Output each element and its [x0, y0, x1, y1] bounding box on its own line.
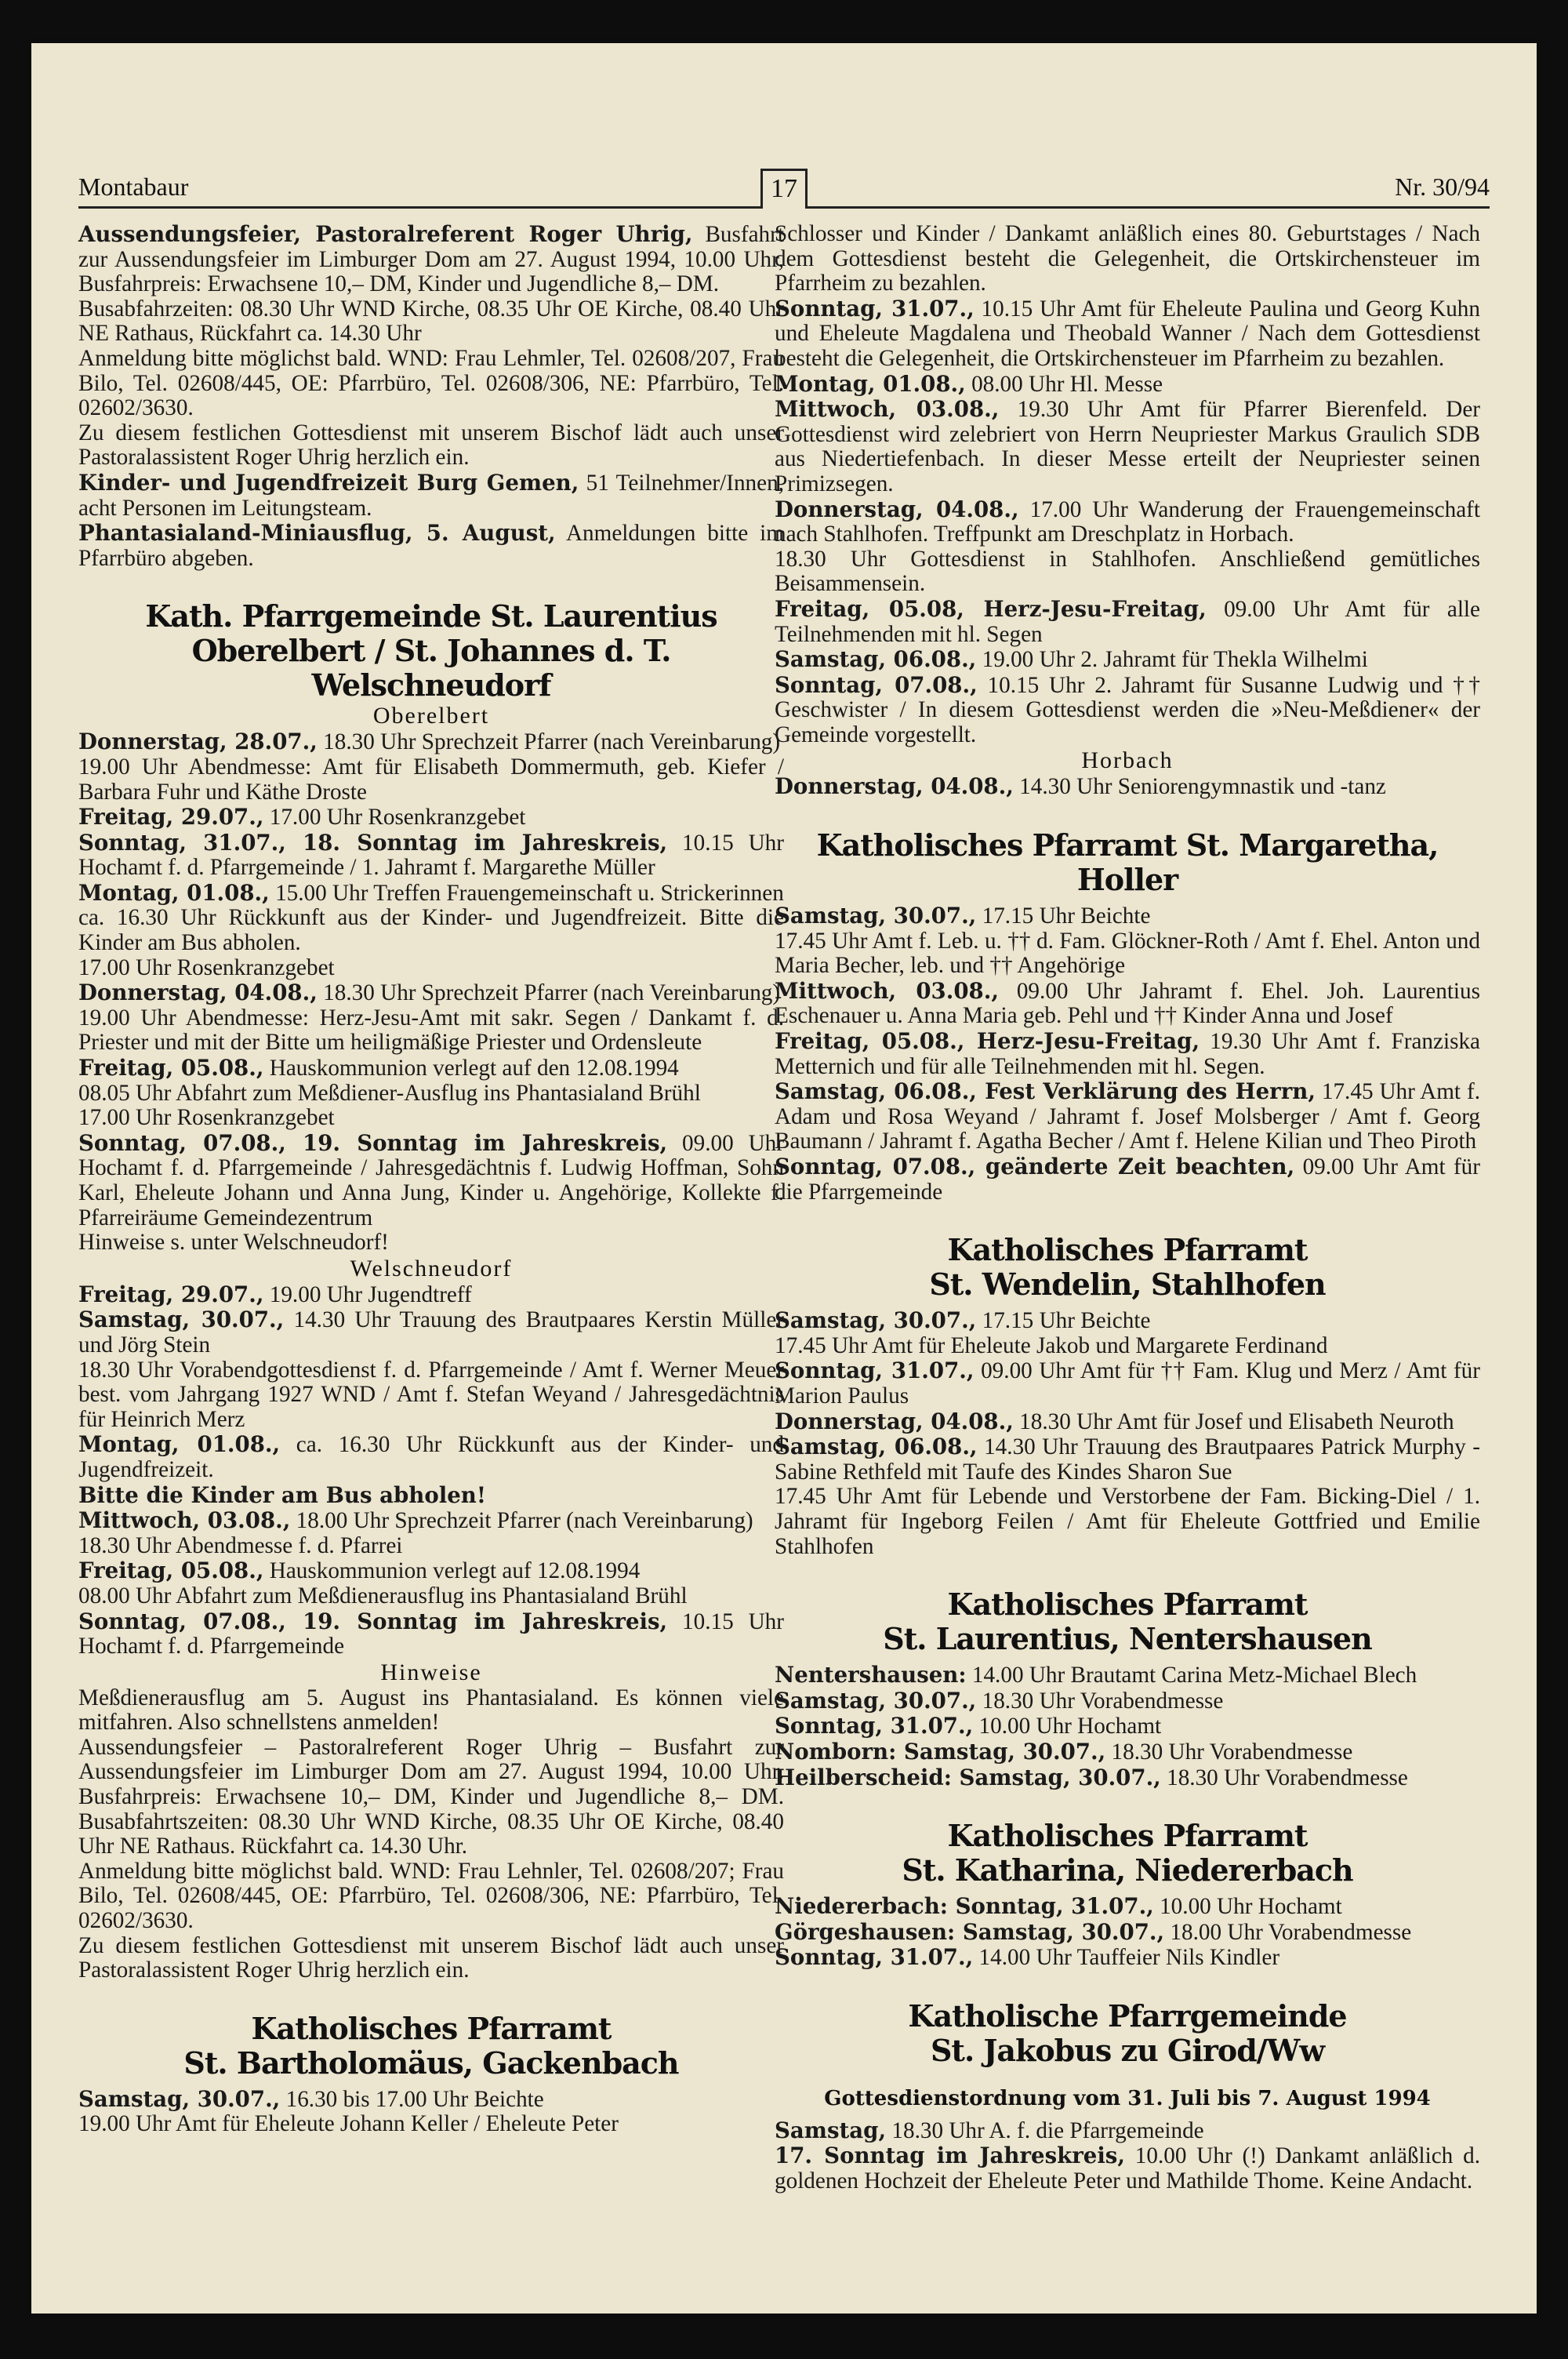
entry-paragraph	[775, 979, 1480, 1029]
entry-paragraph	[78, 1106, 784, 1131]
entry-text: Busabfahrzeiten: 08.30 Uhr WND Kirche, 08.35 Uhr OE Kirche, 08.40 Uhr NE Rathaus, Rückfahrt ca. 14.30 Uhr	[78, 296, 784, 347]
entry-paragraph	[775, 929, 1480, 979]
entry-text: 10.00 Uhr Hochamt	[973, 1714, 1162, 1739]
entry-paragraph	[78, 1508, 784, 1534]
wendelin-section	[775, 1308, 1480, 1559]
entry-bold-text: Montag, 01.08.,	[78, 879, 270, 906]
entry-paragraph	[775, 1663, 1480, 1688]
entry-bold-text: Donnerstag, 04.08.,	[775, 1408, 1014, 1434]
entry-text: 18.30 Uhr Abendmesse f. d. Pfarrei	[78, 1532, 403, 1558]
entry-text: 10.15 Uhr Amt für Eheleute Paulina und Georg Kuhn und Eheleute Magdalena und Theobald Wanner / Nach dem Gottesdienst besteht die Gelegenheit, die Ortskirchensteuer im Pfarrheim zu bezahlen.	[775, 296, 1480, 371]
entry-bold-text: Samstag, 06.08., Fest Verklärung des Herrn,	[775, 1078, 1316, 1105]
entry-text: 18.30 Uhr Gottesdienst in Stahlhofen. Anschließend gemütliches Beisammensein.	[775, 546, 1480, 597]
entry-text: 18.30 Uhr A. f. die Pfarrgemeinde	[886, 2117, 1204, 2143]
entry-text: 16.30 bis 17.00 Uhr Beichte	[280, 2086, 544, 2112]
entry-text: 10.00 Uhr Hochamt	[1153, 1894, 1342, 1920]
entry-bold-text: Sonntag, 31.07.,	[775, 1358, 975, 1384]
entry-bold-text: Montag, 01.08.,	[78, 1431, 281, 1458]
entry-paragraph	[775, 397, 1480, 496]
entry-text: 18.30 Uhr Amt für Josef und Elisabeth Neuroth	[1013, 1408, 1454, 1434]
entry-paragraph	[775, 673, 1480, 748]
entry-text: Hauskommunion verlegt auf 12.08.1994	[263, 1558, 641, 1584]
entry-text: 17.00 Uhr Rosenkranzgebet	[78, 954, 335, 980]
entry-text: Hauskommunion verlegt auf den 12.08.1994	[263, 1056, 679, 1081]
left-column	[78, 222, 784, 2137]
entry-paragraph	[78, 980, 784, 1006]
entry-bold-text: Samstag, 30.07.,	[775, 1687, 977, 1714]
entry-text: Anmeldung bitte möglichst bald. WND: Frau Lehmler, Tel. 02608/207, Frau Bilo, Tel. 02608/445, OE: Pfarrbüro, Tel. 02608/306, NE: Pfarrbüro, Tel. 02602/3630.	[78, 345, 784, 421]
entry-text: 08.00 Uhr Abfahrt zum Meßdienerausflug ins Phantasialand Brühl	[78, 1583, 688, 1608]
entry-text: 19.00 Uhr Abendmesse: Herz-Jesu-Amt mit sakr. Segen / Dankamt f. d. Priester und mit der Bitte um heiligmäßige Priester und Ordensleute	[78, 1005, 784, 1056]
section-heading-line: St. Bartholomäus, Gackenbach	[183, 2045, 679, 2081]
section-heading-line: St. Laurentius, Nentershausen	[883, 1621, 1372, 1657]
entry-paragraph	[775, 222, 1480, 296]
intro-section	[78, 222, 784, 571]
hinweise-title: Hinweise	[380, 1659, 482, 1685]
entry-paragraph	[78, 1056, 784, 1081]
entry-text: Zu diesem festlichen Gottesdienst mit unserem Bischof lädt auch unser Pastoralassistent Roger Uhrig herzlich ein.	[78, 420, 784, 471]
entry-text: 15.00 Uhr Treffen Frauengemeinschaft u. Strickerinnen	[269, 880, 784, 906]
jakobus-subtitle: Gottesdienstordnung vom 31. Juli bis 7. August 1994	[824, 2086, 1431, 2110]
katharina-heading	[775, 1819, 1480, 1888]
entry-paragraph	[78, 1081, 784, 1107]
entry-paragraph	[78, 1358, 784, 1433]
entry-text: 09.00 Uhr Amt für die Pfarrgemeinde	[775, 1154, 1480, 1205]
entry-text: 18.30 Uhr Sprechzeit Pfarrer (nach Vereinbarung)	[317, 729, 781, 755]
entry-bold-text: Samstag, 06.08.,	[775, 646, 977, 673]
entry-paragraph	[775, 1434, 1480, 1485]
entry-paragraph	[775, 2118, 1480, 2144]
welschneudorf-section	[78, 1282, 784, 1659]
entry-text: 14.00 Uhr Tauffeier Nils Kindler	[973, 1945, 1280, 1971]
section-heading-line: Katholisches Pfarramt	[947, 1232, 1308, 1268]
header-page-number: 17	[760, 169, 808, 209]
entry-paragraph	[775, 1945, 1480, 1971]
entry-text: 14.30 Uhr Trauung des Brautpaares Patrick Murphy - Sabine Rethfeld mit Taufe des Kindes Sharon Sue	[775, 1434, 1480, 1485]
entry-paragraph	[78, 297, 784, 347]
entry-bold-text: Donnerstag, 04.08.,	[775, 773, 1014, 800]
entry-text: 19.00 Uhr 2. Jahramt für Thekla Wilhelmi	[976, 647, 1368, 673]
entry-paragraph	[78, 1131, 784, 1230]
section-heading-line: Oberelbert / St. Johannes d. T. Welschneudorf	[191, 633, 671, 703]
entry-text: ca. 16.30 Uhr Rückkunft aus der Kinder- und Jugendfreizeit. Bitte die Kinder am Bus abholen.	[78, 905, 784, 956]
entry-text: Schlosser und Kinder / Dankamt anläßlich eines 80. Geburtstages / Nach dem Gottesdienst besteht die Gelegenheit, die Ortskirchensteuer im Pfarrheim zu bezahlen.	[775, 221, 1480, 296]
entry-text: 18.30 Uhr Vorabendmesse	[1160, 1765, 1408, 1790]
entry-bold-text: Samstag, 30.07.,	[775, 903, 977, 929]
entry-bold-text: Bitte die Kinder am Bus abholen!	[78, 1481, 486, 1508]
margaretha-heading	[775, 828, 1480, 897]
entry-paragraph	[78, 471, 784, 521]
entry-paragraph	[775, 547, 1480, 597]
entry-bold-text: Donnerstag, 04.08.,	[78, 980, 318, 1006]
katharina-section	[775, 1894, 1480, 1971]
entry-bold-text: Samstag, 30.07.,	[78, 1307, 285, 1333]
entry-text: ca. 16.30 Uhr Rückkunft aus der Kinder- und Jugendfreizeit.	[78, 1432, 784, 1482]
entry-bold-text: Niedererbach: Sonntag, 31.07.,	[775, 1893, 1154, 1920]
entry-text: 18.30 Uhr Sprechzeit Pfarrer (nach Vereinbarung)	[317, 980, 781, 1006]
entry-bold-text: Sonntag, 31.07.,	[775, 295, 975, 322]
entry-bold-text: Samstag, 30.07.,	[78, 2085, 281, 2112]
entry-text: 10.00 Uhr (!) Dankamt anläßlich d. goldenen Hochzeit der Eheleute Peter und Mathilde Thome. Keine Andacht.	[775, 2143, 1480, 2194]
entry-text: Aussendungsfeier – Pastoralreferent Roger Uhrig – Busfahrt zur Aussendungsfeier im Limburger Dom am 27. August 1994, 10.00 Uhr. Busfahrpreis: Erwachsene 10,– DM, Kinder und Jugendliche 8,– DM. Busabfahrtszeiten: 08.30 Uhr WND Kirche, 08.35 Uhr OE Kirche, 08.40 Uhr NE Rathaus. Rückfahrt ca. 14.30 Uhr.	[78, 1734, 784, 1859]
jakobus-heading	[775, 1999, 1480, 2068]
entry-paragraph	[78, 2087, 784, 2113]
entry-bold-text: Heilberscheid: Samstag, 30.07.,	[775, 1764, 1161, 1790]
entry-bold-text: Freitag, 29.07.,	[78, 804, 264, 831]
entry-text: 14.30 Uhr Seniorengymnastik und -tanz	[1013, 774, 1386, 800]
laurentius-heading	[78, 599, 784, 703]
right-column	[775, 222, 1480, 2194]
jakobus-section	[775, 2118, 1480, 2194]
entry-paragraph	[775, 1485, 1480, 1559]
entry-bold-text: Freitag, 29.07.,	[78, 1281, 264, 1307]
entry-paragraph	[78, 1686, 784, 1736]
entry-text: 10.15 Uhr 2. Jahramt für Susanne Ludwig und †† Geschwister / In diesem Gottesdienst werden die »Neu-Meßdiener« der Gemeinde vorgestellt.	[775, 672, 1480, 747]
entry-bold-text: Mittwoch, 03.08.,	[78, 1507, 291, 1534]
nentershausen-heading	[775, 1587, 1480, 1656]
entry-paragraph	[775, 296, 1480, 372]
entry-bold-text: Samstag,	[775, 2117, 887, 2143]
entry-paragraph	[775, 1739, 1480, 1765]
entry-text: 10.15 Uhr Hochamt f. d. Pfarrgemeinde	[78, 1608, 784, 1659]
entry-bold-text: Sonntag, 07.08., geänderte Zeit beachten,	[775, 1154, 1295, 1180]
entry-paragraph	[78, 956, 784, 981]
header-town: Montabaur	[78, 173, 189, 201]
horbach-section	[775, 774, 1480, 800]
section-heading-line: Katholisches Pfarramt	[251, 2010, 612, 2046]
entry-paragraph	[775, 647, 1480, 673]
welschneudorf-title: Welschneudorf	[350, 1255, 513, 1281]
entry-bold-text: 17. Sonntag im Jahreskreis,	[775, 2143, 1125, 2169]
entry-bold-text: Sonntag, 07.08., 19. Sonntag im Jahreskreis,	[78, 1608, 668, 1634]
entry-text: 17.00 Uhr Wanderung der Frauengemeinschaft nach Stahlhofen. Treffpunkt am Dreschplatz in Horbach.	[775, 496, 1480, 547]
entry-paragraph	[78, 1230, 784, 1256]
entry-bold-text: Görgeshausen: Samstag, 30.07.,	[775, 1918, 1165, 1945]
newspaper-page	[31, 43, 1537, 2314]
entry-paragraph	[78, 1282, 784, 1308]
entry-paragraph	[775, 1079, 1480, 1154]
entry-bold-text: Samstag, 06.08.,	[775, 1434, 978, 1460]
entry-paragraph	[78, 521, 784, 571]
entry-paragraph	[775, 1894, 1480, 1920]
entry-text: 14.30 Uhr Trauung des Brautpaares Kerstin Müller und Jörg Stein	[78, 1307, 784, 1358]
entry-bold-text: Donnerstag, 28.07.,	[78, 729, 318, 755]
entry-paragraph	[78, 1006, 784, 1056]
entry-paragraph	[775, 774, 1480, 800]
entry-paragraph	[78, 1736, 784, 1859]
entry-paragraph	[78, 1307, 784, 1358]
entry-bold-text: Kinder- und Jugendfreizeit Burg Gemen,	[78, 469, 579, 496]
entry-paragraph	[78, 805, 784, 831]
entry-bold-text: Freitag, 05.08.,	[78, 1558, 264, 1584]
entry-bold-text: Phantasialand-Miniausflug, 5. August,	[78, 520, 556, 547]
entry-bold-text: Aussendungsfeier, Pastoralreferent Roger Uhrig,	[78, 221, 693, 247]
entry-paragraph	[78, 421, 784, 471]
header-issue-number: Nr. 30/94	[1395, 173, 1490, 201]
entry-paragraph	[78, 1558, 784, 1584]
entry-paragraph	[78, 222, 784, 297]
entry-paragraph	[78, 755, 784, 805]
entry-bold-text: Nentershausen:	[775, 1662, 967, 1688]
entry-text: 17.00 Uhr Rosenkranzgebet	[78, 1105, 335, 1131]
entry-paragraph	[775, 1154, 1480, 1205]
entry-bold-text: Montag, 01.08.,	[775, 370, 966, 397]
horbach-title: Horbach	[1081, 747, 1174, 774]
entry-text: 17.45 Uhr Amt f. Adam und Rosa Weyand / Jahramt f. Josef Molsberger / Amt f. Georg Baumann / Jahramt f. Agatha Becher / Amt f. Helene Kilian und Theo Piroth	[775, 1079, 1480, 1154]
entry-paragraph	[78, 831, 784, 881]
section-heading-line: Katholische Pfarrgemeinde	[908, 1997, 1347, 2034]
entry-paragraph	[775, 1308, 1480, 1334]
continuation-section	[775, 222, 1480, 747]
section-heading-line: St. Katharina, Niedererbach	[902, 1852, 1353, 1888]
entry-paragraph	[775, 1765, 1480, 1791]
entry-text: 09.00 Uhr Jahramt f. Ehel. Joh. Laurentius Eschenauer u. Anna Maria geb. Pehl und †† Kinder Anna und Josef	[775, 978, 1480, 1029]
section-heading-line: St. Jakobus zu Girod/Ww	[930, 2032, 1325, 2068]
entry-paragraph	[78, 347, 784, 421]
entry-paragraph	[775, 372, 1480, 398]
entry-text: 18.30 Uhr Vorabendmesse	[1105, 1739, 1353, 1765]
entry-paragraph	[775, 497, 1480, 547]
entry-paragraph	[775, 1920, 1480, 1946]
entry-paragraph	[78, 1483, 784, 1509]
bartholomaeus-section	[78, 2087, 784, 2137]
margaretha-section	[775, 903, 1480, 1205]
entry-paragraph	[78, 729, 784, 755]
entry-bold-text: Sonntag, 31.07.,	[775, 1713, 974, 1739]
entry-paragraph	[775, 903, 1480, 929]
oberelbert-section	[78, 729, 784, 1255]
entry-text: 17.00 Uhr Rosenkranzgebet	[263, 805, 526, 831]
entry-paragraph	[78, 1859, 784, 1934]
entry-paragraph	[78, 1584, 784, 1609]
entry-bold-text: Sonntag, 31.07.,	[775, 1944, 974, 1971]
entry-text: Anmeldungen bitte im Pfarrbüro abgeben.	[78, 521, 784, 571]
page-header	[78, 137, 1490, 209]
entry-text: 18.00 Uhr Sprechzeit Pfarrer (nach Vereinbarung)	[290, 1508, 753, 1534]
entry-text: 17.45 Uhr Amt für Lebende und Verstorbene der Fam. Bicking-Diel / 1. Jahramt für Ingeborg Feilen / Amt für Eheleute Gottfried und Emilie Stahlhofen	[775, 1484, 1480, 1559]
entry-text: 17.45 Uhr Amt f. Leb. u. †† d. Fam. Glöckner-Roth / Amt f. Ehel. Anton und Maria Becher, leb. und †† Angehörige	[775, 928, 1480, 979]
entry-bold-text: Freitag, 05.08.,	[78, 1055, 264, 1081]
entry-paragraph	[775, 1029, 1480, 1079]
entry-paragraph	[78, 1934, 784, 1983]
entry-text: 10.15 Uhr Hochamt f. d. Pfarrgemeinde / 1. Jahramt f. Margarethe Müller	[78, 830, 784, 881]
entry-text: Zu diesem festlichen Gottesdienst mit unserem Bischof lädt auch unser Pastoralassistent Roger Uhrig herzlich ein.	[78, 1932, 784, 1983]
entry-text: 08.05 Uhr Abfahrt zum Meßdiener-Ausflug ins Phantasialand Brühl	[78, 1080, 701, 1106]
entry-paragraph	[775, 1409, 1480, 1435]
entry-paragraph	[78, 881, 784, 907]
entry-text: Anmeldung bitte möglichst bald. WND: Frau Lehnler, Tel. 02608/207; Frau Bilo, Tel. 02608/445, OE: Pfarrbüro, Tel. 02608/306, NE: Pfarrbüro, Tel. 02602/3630.	[78, 1858, 784, 1934]
entry-paragraph	[775, 1714, 1480, 1739]
entry-paragraph	[78, 1609, 784, 1659]
entry-bold-text: Sonntag, 31.07., 18. Sonntag im Jahreskreis,	[78, 829, 668, 856]
entry-paragraph	[78, 1432, 784, 1482]
entry-text: 09.00 Uhr Hochamt f. d. Pfarrgemeinde / Jahresgedächtnis f. Ludwig Hoffman, Sohn Karl, Eheleute Johann und Anna Jung, Kinder u. Angehörige, Kollekte f. Pfarreiräume Gemeindezentrum	[78, 1130, 784, 1230]
entry-bold-text: Freitag, 05.08, Herz-Jesu-Freitag,	[775, 595, 1207, 622]
entry-text: 09.00 Uhr Amt für †† Fam. Klug und Merz / Amt für Marion Paulus	[775, 1358, 1480, 1408]
entry-paragraph	[775, 1358, 1480, 1408]
entry-bold-text: Sonntag, 07.08.,	[775, 671, 978, 698]
bartholomaeus-heading	[78, 2012, 784, 2081]
section-heading-line: Kath. Pfarrgemeinde St. Laurentius	[145, 598, 717, 634]
entry-text: 14.00 Uhr Brautamt Carina Metz-Michael Blech	[966, 1663, 1417, 1688]
entry-paragraph	[775, 597, 1480, 647]
entry-text: 19.30 Uhr Amt für Pfarrer Bierenfeld. Der Gottesdienst wird zelebriert von Herrn Neupriester Markus Graulich SDB aus Niedertiefenbach. In dieser Messe erteilt der Neupriester seinen Primizsegen.	[775, 397, 1481, 496]
entry-text: Meßdienerausflug am 5. August ins Phantasialand. Es können viele mitfahren. Also schnellstens anmelden!	[78, 1685, 784, 1736]
entry-bold-text: Mittwoch, 03.08.,	[775, 396, 1000, 423]
wendelin-heading	[775, 1233, 1480, 1302]
entry-text: 19.30 Uhr Amt f. Franziska Metternich und für alle Teilnehmenden mit hl. Segen.	[775, 1029, 1480, 1079]
entry-bold-text: Nomborn: Samstag, 30.07.,	[775, 1738, 1106, 1765]
section-heading-line: St. Wendelin, Stahlhofen	[929, 1267, 1326, 1303]
entry-text: 19.00 Uhr Abendmesse: Amt für Elisabeth Dommermuth, geb. Kiefer / Barbara Fuhr und Käthe Droste	[78, 754, 784, 805]
entry-text: 09.00 Uhr Amt für alle Teilnehmenden mit hl. Segen	[775, 596, 1480, 647]
hinweise-section	[78, 1686, 784, 1983]
entry-bold-text: Donnerstag, 04.08.,	[775, 496, 1019, 522]
entry-bold-text: Sonntag, 07.08., 19. Sonntag im Jahreskreis,	[78, 1129, 668, 1156]
entry-text: 51 Teilnehmer/Innen, acht Personen im Leitungsteam.	[78, 470, 784, 521]
entry-bold-text: Freitag, 05.08., Herz-Jesu-Freitag,	[775, 1028, 1200, 1055]
entry-paragraph	[78, 2112, 784, 2137]
entry-text: 17.15 Uhr Beichte	[976, 903, 1151, 929]
entry-paragraph	[775, 1334, 1480, 1359]
entry-paragraph	[775, 1688, 1480, 1714]
entry-text: Hinweise s. unter Welschneudorf!	[78, 1230, 389, 1256]
section-heading-line: Katholisches Pfarramt	[947, 1587, 1308, 1623]
entry-text: 19.00 Uhr Amt für Eheleute Johann Keller / Eheleute Peter	[78, 2111, 619, 2137]
entry-text: 18.30 Uhr Vorabendgottesdienst f. d. Pfarrgemeinde / Amt f. Werner Meuer best. vom Jahrgang 1927 WND / Amt f. Stefan Weyand / Jahresgedächtnis für Heinrich Merz	[78, 1357, 784, 1432]
entry-text: 17.45 Uhr Amt für Eheleute Jakob und Margarete Ferdinand	[775, 1332, 1328, 1358]
nentershausen-section	[775, 1663, 1480, 1790]
entry-text: 18.30 Uhr Vorabendmesse	[976, 1688, 1224, 1714]
entry-text: 18.00 Uhr Vorabendmesse	[1164, 1919, 1412, 1945]
entry-text: 19.00 Uhr Jugendtreff	[263, 1281, 472, 1307]
entry-bold-text: Mittwoch, 03.08.,	[775, 977, 999, 1004]
entry-paragraph	[78, 1534, 784, 1559]
section-heading-line: Katholisches Pfarramt St. Margaretha, Holler	[816, 827, 1439, 898]
entry-paragraph	[78, 906, 784, 955]
entry-bold-text: Samstag, 30.07.,	[775, 1307, 977, 1334]
entry-text: 08.00 Uhr Hl. Messe	[965, 371, 1163, 397]
entry-text: 17.15 Uhr Beichte	[976, 1308, 1151, 1334]
oberelbert-title: Oberelbert	[372, 703, 490, 729]
entry-paragraph	[775, 2143, 1480, 2194]
entry-text: Busfahrt zur Aussendungsfeier im Limburger Dom am 27. August 1994, 10.00 Uhr, Busfahrpreis: Erwachsene 10,– DM, Kinder und Jugendliche 8,– DM.	[78, 222, 784, 297]
section-heading-line: Katholisches Pfarramt	[947, 1818, 1308, 1854]
